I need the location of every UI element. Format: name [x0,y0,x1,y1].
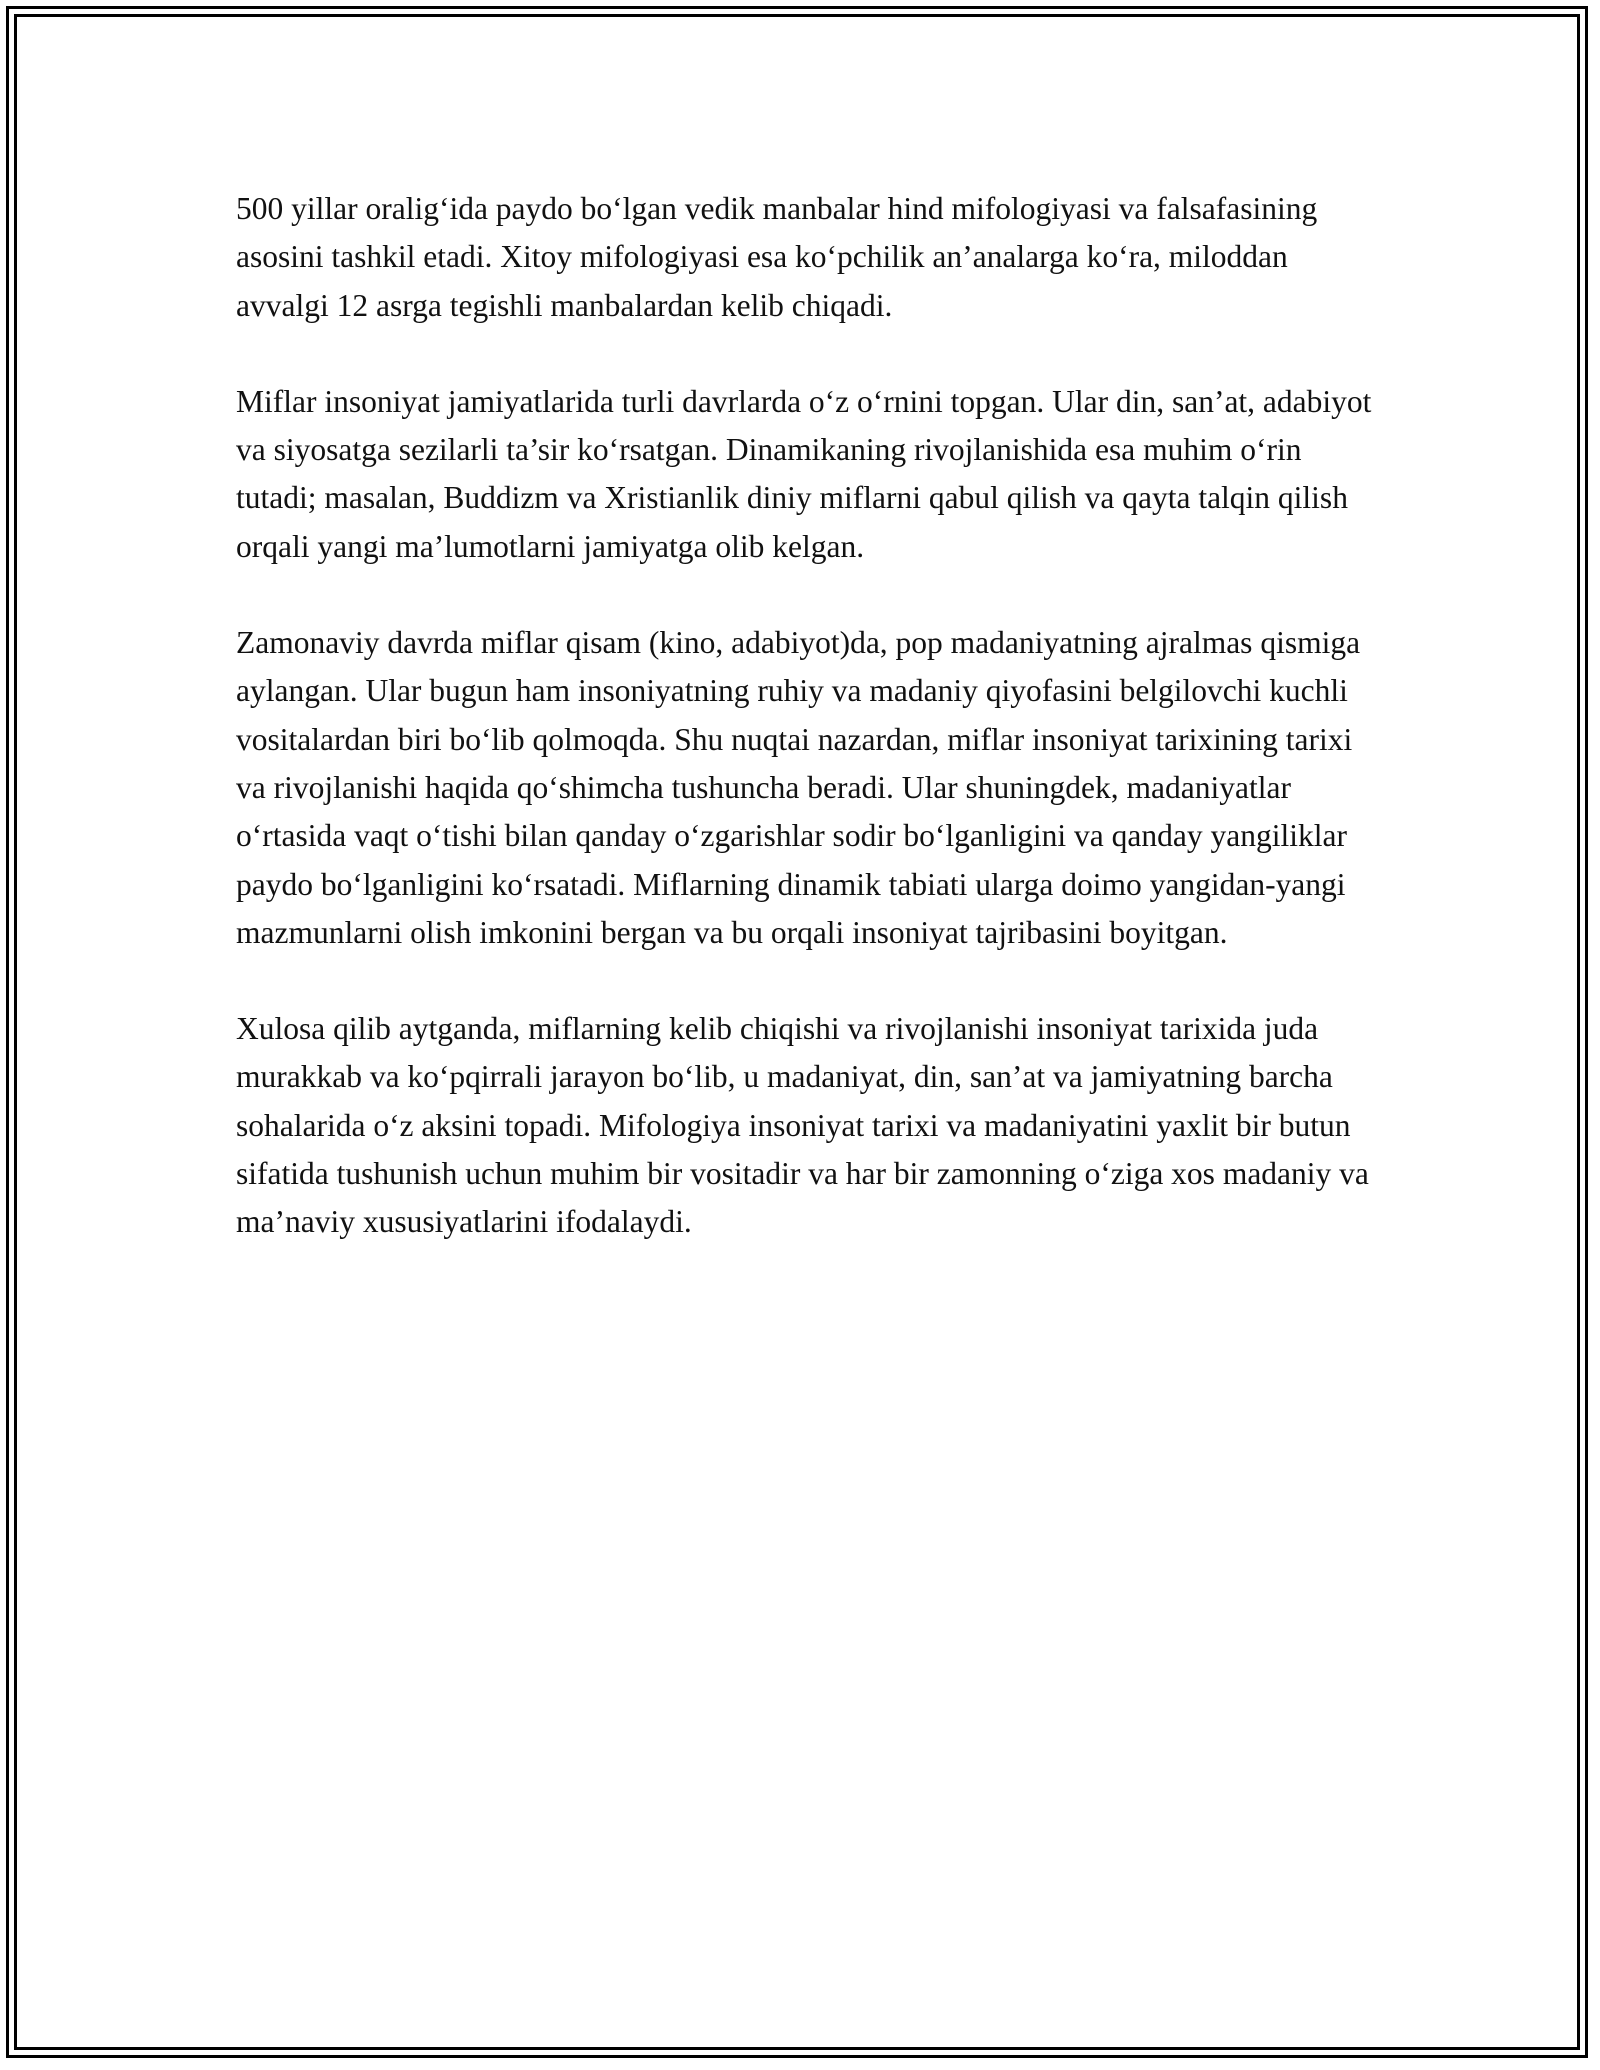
document-body [236,185,1376,1295]
paragraph-2: Miflar insoniyat jamiyatlarida turli davrlarda o‘z o‘rnini topgan. Ular din, san’at, adabiyot va siyosatga sezilarli ta’sir ko‘rsatgan. Dinamikaning rivojlanishida esa muhim o‘rin tutadi; masalan, Buddizm va Xristianlik diniy miflarni qabul qilish va qayta talqin qilish orqali yangi ma’lumotlarni jamiyatga olib kelgan. [236,383,1372,564]
paragraph-3: Zamonaviy davrda miflar qisam (kino, adabiyot)da, pop madaniyatning ajralmas qismiga aylangan. Ular bugun ham insoniyatning ruhiy va madaniy qiyofasini belgilovchi kuchli vositalardan biri bo‘lib qolmoqda. Shu nuqtai nazardan, miflar insoniyat tarixining tarixi va rivojlanishi haqida qo‘shimcha tushuncha beradi. Ular shuningdek, madaniyatlar o‘rtasida vaqt o‘tishi bilan qanday o‘zgarishlar sodir bo‘lganligini va qanday yangiliklar paydo bo‘lganligini ko‘rsatadi. Miflarning dinamik tabiati ularga doimo yangidan-yangi mazmunlarni olish imkonini bergan va bu orqali insoniyat tajribasini boyitgan. [236,625,1361,950]
paragraph-4: Xulosa qilib aytganda, miflarning kelib chiqishi va rivojlanishi insoniyat tarixida juda murakkab va ko‘pqirrali jarayon bo‘lib, u madaniyat, din, san’at va jamiyatning barcha sohalarida o‘z aksini topadi. Mifologiya insoniyat tarixi va madaniyatini yaxlit bir butun sifatida tushunish uchun muhim bir vositadir va har bir zamonning o‘ziga xos madaniy va ma’naviy xususiyatlarini ifodalaydi. [236,1011,1369,1240]
paragraph-1: 500 yillar oralig‘ida paydo bo‘lgan vedik manbalar hind mifologiyasi va falsafasining asosini tashkil etadi. Xitoy mifologiyasi esa ko‘pchilik an’analarga ko‘ra, miloddan avvalgi 12 asrga tegishli manbalardan kelib chiqadi. [236,191,1318,323]
